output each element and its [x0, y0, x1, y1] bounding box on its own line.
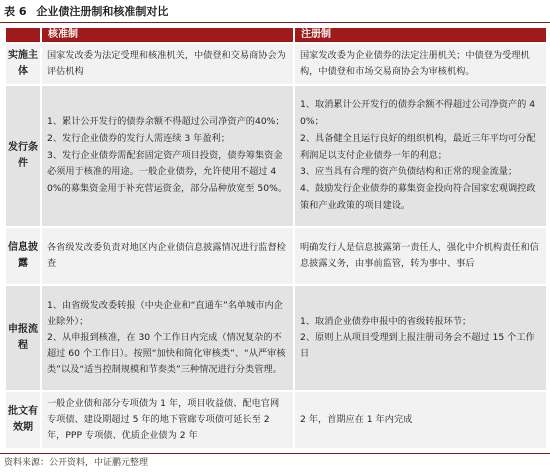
- comparison-table: [4, 26, 548, 450]
- table-row: [6, 392, 546, 448]
- row-header-implementing-body: 实施主体: [6, 44, 40, 84]
- table-row: [6, 228, 546, 284]
- cell-text: 各省级发改委负责对地区内企业债信息披露情况进行监督检查: [47, 242, 286, 269]
- row-header-issuance-conditions: 发行条件: [6, 86, 40, 226]
- approval-cell: [42, 392, 293, 448]
- table-header-row: [6, 28, 546, 42]
- table-title: [4, 4, 546, 20]
- cell-text: 1、累计公开发行的债券余额不得超过公司净资产的40%；: [47, 116, 285, 127]
- source-divider: [0, 453, 550, 454]
- table-row: [6, 286, 546, 390]
- header-corner-cell: [6, 28, 40, 42]
- title-divider: [0, 22, 550, 23]
- cell-text: 4、鼓励发行企业债券的募集资金投向符合国家宏观调控政策和产业政策的项目建设。: [300, 183, 536, 211]
- header-registration-system: 注册制: [295, 28, 546, 42]
- cell-text: 2 年，首期应在 1 年内完成: [300, 414, 413, 425]
- table-number: 表 6: [4, 5, 27, 18]
- table-row: [6, 86, 546, 226]
- cell-text: 国家发改委为法定受理和核准机关，中债登和交易商协会为评估机构: [47, 50, 286, 77]
- cell-text: 2、原则上从项目受理到上报注册司务会不超过 15 个工作日: [300, 332, 535, 359]
- cell-text: 1、由省级发改委转报（中央企业和“直通车”名单城市内企业除外）；: [47, 300, 283, 327]
- cell-text: 3、应当具有合理的资产负债结构和正常的现金流量；: [300, 166, 518, 178]
- header-approval-system: 核准制: [42, 28, 293, 42]
- approval-cell: [42, 86, 293, 226]
- approval-cell: [42, 44, 293, 84]
- row-header-disclosure: 信息披露: [6, 228, 40, 284]
- cell-text: 2、从申报到核准，在 30 个工作日内完成（情况复杂的不超过 60 个工作日）。按照“加快和简化审核类”、“从严审核类”以及“适当控制规模和节奏类”三种情况进行分类管理。: [47, 332, 286, 375]
- registration-cell: [295, 86, 546, 226]
- registration-cell: [295, 228, 546, 284]
- registration-cell: [295, 44, 546, 84]
- cell-text: 1、取消累计公开发行的债券余额不得超过公司净资产的 40%；: [300, 99, 536, 127]
- row-header-approval-validity: 批文有效期: [6, 392, 40, 448]
- cell-text: 明确发行人是信息披露第一责任人，强化中介机构责任和信息披露义务，由事前监管，转为事中、事后: [300, 242, 539, 269]
- cell-text: 国家发改委为企业债券的法定注册机关；中债登为受理机构，中债登和市场交易商协会为审核机构。: [300, 50, 530, 77]
- table-row: [6, 44, 546, 84]
- source-note: 资料来源：公开资料，中证鹏元整理: [4, 458, 149, 468]
- table-title-text: 企业债注册制和核准制对比: [36, 5, 169, 18]
- cell-text: 2、具备健全且运行良好的组织机构，最近三年平均可分配利润足以支付企业债券一年的利息；: [300, 132, 536, 161]
- cell-text: 2、发行企业债券的发行人需连续 3 年盈利；: [47, 132, 230, 144]
- registration-cell: [295, 392, 546, 448]
- approval-cell: [42, 286, 293, 390]
- registration-cell: [295, 286, 546, 390]
- cell-text: 3、发行企业债券需配套固定资产项目投资，债券筹集资金必须用于核准的用途。一般企业债券，允许使用不超过 40%的募集资金用于补充营运资金，部分品种放宽至 50%。: [47, 149, 288, 195]
- cell-text: 一般企业债和部分专项债为 1 年，项目收益债、配电官网专项债、建设期超过 5 年的地下管廊专项债可延长至 2 年，PPP 专项债、优质企业债为 2 年: [47, 398, 280, 441]
- row-header-filing-process: 申报流程: [6, 286, 40, 390]
- approval-cell: [42, 228, 293, 284]
- cell-text: 1、取消企业债券申报中的省级转报环节；: [300, 316, 472, 327]
